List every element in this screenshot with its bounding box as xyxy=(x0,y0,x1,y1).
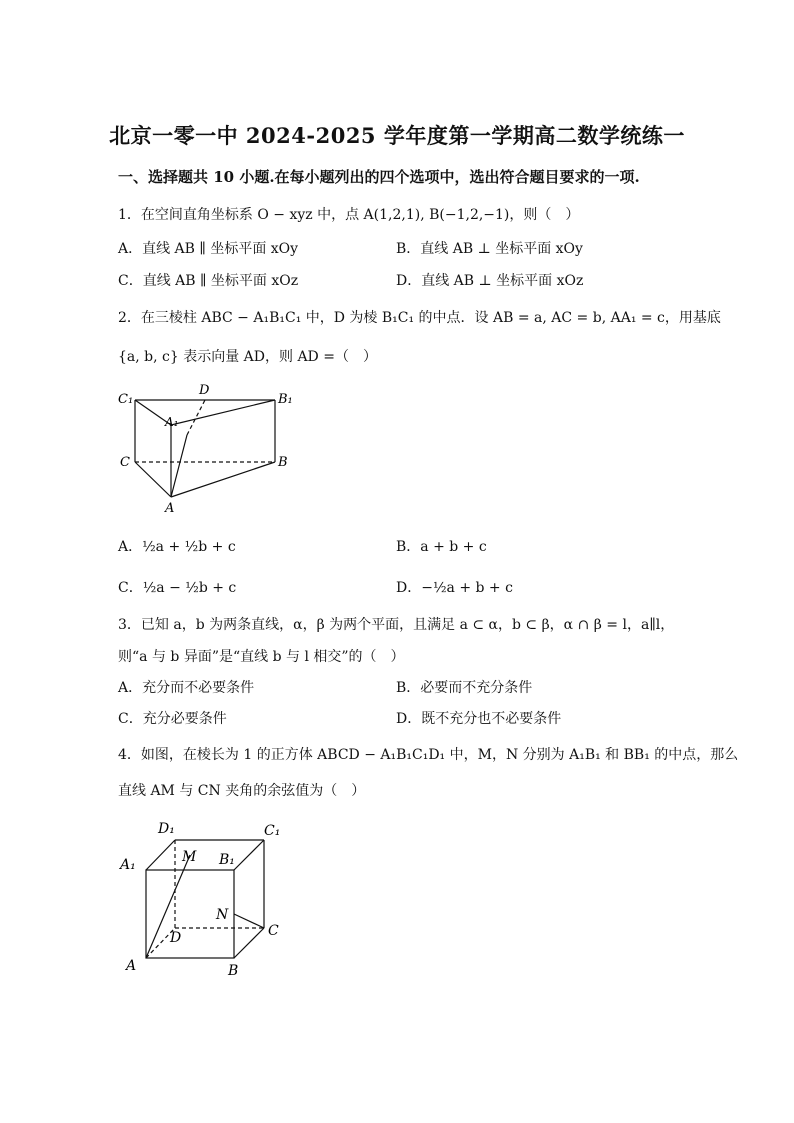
question-1-stem: 1．在空间直角坐标系 O − xyz 中，点 A(1,2,1), B(−1,2,−1)，则（ ） xyxy=(118,207,580,223)
question-1-option-d[interactable]: D．直线 AB ⊥ 坐标平面 xOz xyxy=(396,273,584,289)
question-4-stem-line2: 直线 AM 与 CN 夹角的余弦值为（ ） xyxy=(118,783,366,799)
question-2-stem-line1: 2．在三棱柱 ABC − A₁B₁C₁ 中，D 为棱 B₁C₁ 的中点．设 AB = a, AC = b, AA₁ = c，用基底 xyxy=(118,310,721,326)
label-b: B xyxy=(228,963,239,979)
label-m: M xyxy=(182,849,197,865)
label-a: A xyxy=(165,501,175,515)
question-2-option-c[interactable]: C．½a − ½b + c xyxy=(118,580,237,596)
question-4-stem-line1: 4．如图，在棱长为 1 的正方体 ABCD − A₁B₁C₁D₁ 中，M，N 分别为 A₁B₁ 和 BB₁ 的中点，那么 xyxy=(118,747,739,763)
label-a1: A₁ xyxy=(165,415,179,429)
question-3-option-c[interactable]: C．充分必要条件 xyxy=(118,711,227,727)
prism-figure xyxy=(115,380,295,515)
question-3-option-d[interactable]: D．既不充分也不必要条件 xyxy=(396,711,562,727)
question-1-option-c[interactable]: C．直线 AB ∥ 坐标平面 xOz xyxy=(118,273,299,289)
question-2-option-a[interactable]: A．½a + ½b + c xyxy=(118,539,236,555)
cube-figure xyxy=(118,815,298,980)
label-a: A xyxy=(126,958,137,974)
question-3-option-a[interactable]: A．充分而不必要条件 xyxy=(118,680,255,696)
label-d: D xyxy=(199,383,210,398)
question-2-stem-line2: {a, b, c} 表示向量 AD，则 AD =（ ） xyxy=(118,349,377,365)
label-a1: A₁ xyxy=(120,857,136,873)
question-3-option-b[interactable]: B．必要而不充分条件 xyxy=(396,680,533,696)
question-1-option-b[interactable]: B．直线 AB ⊥ 坐标平面 xOy xyxy=(396,241,583,257)
label-n: N xyxy=(216,907,229,923)
label-d1: D₁ xyxy=(158,821,175,837)
label-c1: C₁ xyxy=(118,392,134,407)
question-3-stem-line2: 则“a 与 b 异面”是“直线 b 与 l 相交”的（ ） xyxy=(118,649,405,665)
label-c1: C₁ xyxy=(264,823,281,839)
question-2-option-b[interactable]: B．a + b + c xyxy=(396,539,487,555)
label-c: C xyxy=(120,455,130,470)
label-b: B xyxy=(278,455,288,470)
question-1-option-a[interactable]: A．直线 AB ∥ 坐标平面 xOy xyxy=(118,241,299,257)
label-d: D xyxy=(170,930,182,946)
label-b1: B₁ xyxy=(278,392,293,407)
section-heading: 一、选择题共 10 小题.在每小题列出的四个选项中，选出符合题目要求的一项. xyxy=(118,168,640,186)
label-c: C xyxy=(268,923,279,939)
question-3-stem-line1: 3．已知 a，b 为两条直线，α，β 为两个平面，且满足 a ⊂ α，b ⊂ β，α ∩ β = l，a∥l， xyxy=(118,617,675,633)
question-2-option-d[interactable]: D．−½a + b + c xyxy=(396,580,513,596)
page-title: 北京一零一中 2024-2025 学年度第一学期高二数学统练一 xyxy=(109,123,685,148)
label-b1: B₁ xyxy=(219,852,235,868)
